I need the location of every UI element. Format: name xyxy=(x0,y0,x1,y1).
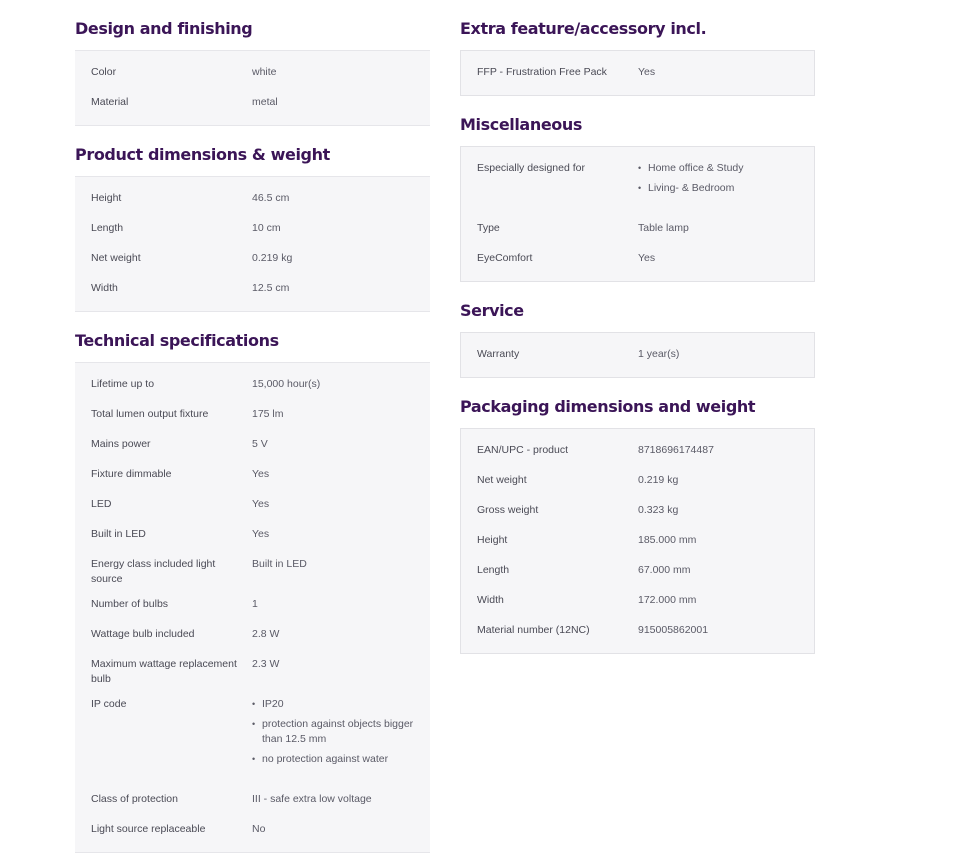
spec-label: Height xyxy=(91,192,122,204)
section-product-dimensions-weight xyxy=(75,126,430,312)
spec-value: 1 xyxy=(252,598,258,610)
spec-value-list-item: • Home office & Study xyxy=(638,161,814,176)
spec-row xyxy=(75,522,430,552)
section-design-and-finishing xyxy=(75,0,430,126)
spec-label: Fixture dimmable xyxy=(91,468,172,480)
right-column xyxy=(460,0,815,654)
spec-table xyxy=(75,176,430,312)
spec-row xyxy=(75,432,430,462)
spec-label: Lifetime up to xyxy=(91,378,155,390)
spec-table xyxy=(75,50,430,126)
spec-value xyxy=(252,697,430,772)
spec-label: EyeComfort xyxy=(477,252,533,264)
spec-row xyxy=(461,528,814,558)
spec-label: Height xyxy=(477,534,508,546)
spec-value: 172.000 mm xyxy=(638,594,697,606)
spec-row xyxy=(461,246,814,276)
spec-table xyxy=(460,50,815,96)
spec-row xyxy=(461,618,814,648)
spec-value: 15,000 hour(s) xyxy=(252,378,321,390)
section-service xyxy=(460,282,815,378)
spec-value: 2.8 W xyxy=(252,628,280,640)
section-title: Service xyxy=(460,301,524,320)
spec-label: Type xyxy=(477,222,500,234)
spec-label: Net weight xyxy=(91,252,141,264)
spec-label: Class of protection xyxy=(91,793,178,805)
spec-label: Width xyxy=(91,282,118,294)
spec-row xyxy=(75,246,430,276)
spec-label: Net weight xyxy=(477,474,527,486)
spec-value: 5 V xyxy=(252,438,268,450)
spec-label: Maximum wattage replacement bulb xyxy=(91,658,237,685)
spec-table xyxy=(460,428,815,654)
spec-table xyxy=(460,146,815,282)
spec-value: Yes xyxy=(252,468,270,480)
section-title: Technical specifications xyxy=(75,331,279,350)
spec-value: 915005862001 xyxy=(638,624,709,636)
spec-row xyxy=(75,787,430,817)
spec-value: 0.219 kg xyxy=(252,252,293,264)
spec-value: Yes xyxy=(638,252,656,264)
spec-row xyxy=(461,216,814,246)
spec-value: 0.219 kg xyxy=(638,474,679,486)
spec-value: 12.5 cm xyxy=(252,282,290,294)
spec-row xyxy=(75,817,430,847)
section-title: Miscellaneous xyxy=(460,115,582,134)
spec-row xyxy=(75,652,430,692)
spec-label: EAN/UPC - product xyxy=(477,444,569,456)
spec-label: Wattage bulb included xyxy=(91,628,195,640)
spec-row xyxy=(461,588,814,618)
spec-label: IP code xyxy=(91,698,127,710)
spec-label: Number of bulbs xyxy=(91,598,169,610)
spec-row xyxy=(75,492,430,522)
spec-label: Color xyxy=(91,66,117,78)
spec-value xyxy=(638,161,814,201)
spec-label: Energy class included light source xyxy=(91,558,216,585)
spec-value: Table lamp xyxy=(638,222,689,234)
spec-value: Yes xyxy=(252,498,270,510)
section-miscellaneous xyxy=(460,96,815,282)
section-extra-feature-accessory-incl xyxy=(460,0,815,96)
spec-label: Width xyxy=(477,594,504,606)
spec-label: FFP - Frustration Free Pack xyxy=(477,66,607,78)
spec-value-list-item: • protection against objects bigger than 12.5 mm xyxy=(252,717,430,747)
section-technical-specifications xyxy=(75,312,430,853)
spec-label: Mains power xyxy=(91,438,151,450)
spec-row xyxy=(75,60,430,90)
spec-value: white xyxy=(252,66,277,78)
spec-value-list-item: • no protection against water xyxy=(252,752,430,767)
spec-value: No xyxy=(252,823,266,835)
section-title: Packaging dimensions and weight xyxy=(460,397,756,416)
spec-value: 67.000 mm xyxy=(638,564,691,576)
spec-value: III - safe extra low voltage xyxy=(252,793,372,805)
spec-table xyxy=(460,332,815,378)
spec-value: Yes xyxy=(638,66,656,78)
spec-label: Length xyxy=(91,222,124,234)
spec-value-list-item: • IP20 xyxy=(252,697,430,712)
spec-row xyxy=(461,468,814,498)
spec-row xyxy=(75,90,430,120)
spec-row xyxy=(461,342,814,372)
spec-label: LED xyxy=(91,498,112,510)
spec-value: 10 cm xyxy=(252,222,281,234)
section-title: Extra feature/accessory incl. xyxy=(460,19,707,38)
spec-value: Yes xyxy=(252,528,270,540)
spec-value-list xyxy=(252,697,430,767)
section-packaging-dimensions-and-weight xyxy=(460,378,815,654)
spec-row xyxy=(461,498,814,528)
spec-value: 0.323 kg xyxy=(638,504,679,516)
spec-value: Built in LED xyxy=(252,558,307,570)
spec-row xyxy=(75,216,430,246)
spec-table xyxy=(75,362,430,853)
spec-value: 8718696174487 xyxy=(638,444,714,456)
spec-label: Warranty xyxy=(477,348,520,360)
spec-label: Total lumen output fixture xyxy=(91,408,209,420)
spec-value: 2.3 W xyxy=(252,658,280,670)
spec-value: 185.000 mm xyxy=(638,534,697,546)
spec-value: 1 year(s) xyxy=(638,348,680,360)
spec-value-list xyxy=(638,161,814,196)
spec-row xyxy=(75,462,430,492)
spec-row xyxy=(75,592,430,622)
spec-row xyxy=(75,692,430,787)
spec-row xyxy=(75,622,430,652)
spec-value-list-item: • Living- & Bedroom xyxy=(638,181,814,196)
spec-label: Material number (12NC) xyxy=(477,624,590,636)
section-title: Design and finishing xyxy=(75,19,253,38)
spec-value: metal xyxy=(252,96,278,108)
spec-value: 46.5 cm xyxy=(252,192,290,204)
section-title: Product dimensions & weight xyxy=(75,145,330,164)
spec-row xyxy=(461,438,814,468)
spec-row xyxy=(75,402,430,432)
spec-label: Material xyxy=(91,96,129,108)
left-column xyxy=(75,0,430,853)
spec-row xyxy=(75,276,430,306)
spec-row xyxy=(461,558,814,588)
spec-label: Length xyxy=(477,564,510,576)
spec-row xyxy=(75,372,430,402)
spec-row xyxy=(75,552,430,592)
spec-row xyxy=(461,156,814,216)
spec-row xyxy=(75,186,430,216)
spec-label: Gross weight xyxy=(477,504,539,516)
spec-label: Light source replaceable xyxy=(91,823,206,835)
spec-row xyxy=(461,60,814,90)
spec-value: 175 lm xyxy=(252,408,284,420)
spec-label: Built in LED xyxy=(91,528,146,540)
spec-label: Especially designed for xyxy=(477,162,585,174)
